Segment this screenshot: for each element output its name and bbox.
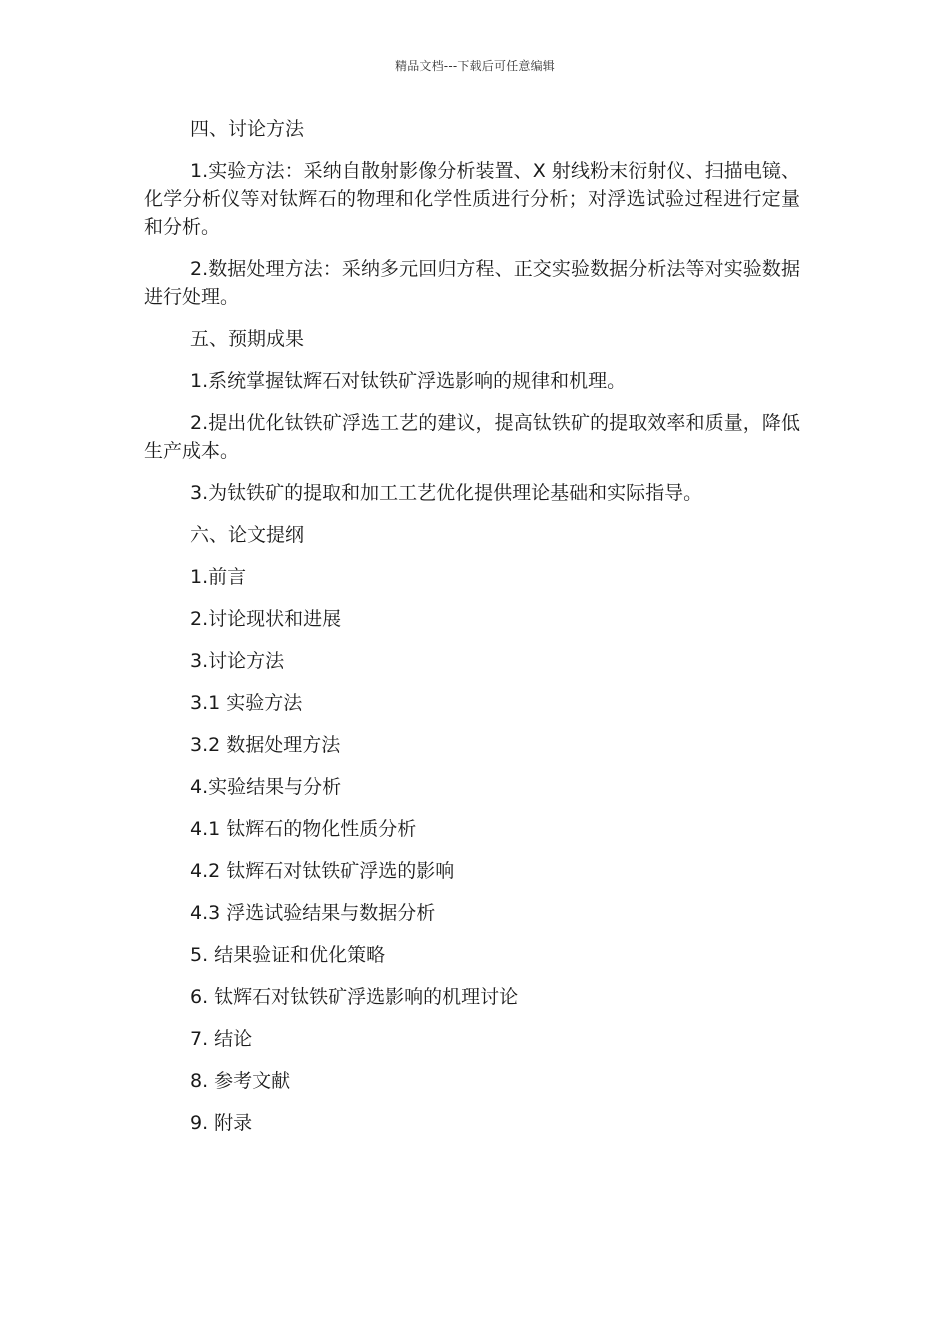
outline-item: 4.实验结果与分析 bbox=[190, 776, 342, 798]
outline-item: 7. 结论 bbox=[190, 1028, 253, 1050]
section-heading-expected-results: 五、预期成果 bbox=[190, 328, 305, 350]
page-header: 精品文档---下载后可任意编辑 bbox=[395, 59, 555, 73]
paragraph-data-processing: 2.数据处理方法：采纳多元回归方程、正交实验数据分析法等对实验数据进行处理。 bbox=[144, 258, 800, 308]
outline-item: 5. 结果验证和优化策略 bbox=[190, 944, 386, 966]
outline-item: 9. 附录 bbox=[190, 1112, 253, 1134]
outline-item: 8. 参考文献 bbox=[190, 1070, 291, 1092]
outline-item: 6. 钛辉石对钛铁矿浮选影响的机理讨论 bbox=[190, 986, 519, 1008]
paragraph-result-2: 2.提出优化钛铁矿浮选工艺的建议，提高钛铁矿的提取效率和质量，降低生产成本。 bbox=[144, 412, 800, 462]
outline-item: 3.2 数据处理方法 bbox=[190, 734, 341, 756]
outline-item: 1.前言 bbox=[190, 566, 247, 588]
document-body bbox=[144, 115, 800, 1151]
paragraph-result-3: 3.为钛铁矿的提取和加工工艺优化提供理论基础和实际指导。 bbox=[190, 482, 703, 504]
outline-item: 4.3 浮选试验结果与数据分析 bbox=[190, 902, 436, 924]
outline-item: 2.讨论现状和进展 bbox=[190, 608, 342, 630]
paragraph-experiment-method: 1.实验方法：采纳自散射影像分析装置、X 射线粉末衍射仪、扫描电镜、化学分析仪等对钛辉石的物理和化学性质进行分析；对浮选试验过程进行定量和分析。 bbox=[144, 160, 800, 238]
paragraph-result-1: 1.系统掌握钛辉石对钛铁矿浮选影响的规律和机理。 bbox=[190, 370, 627, 392]
section-heading-discussion-method: 四、讨论方法 bbox=[190, 118, 305, 140]
outline-item: 3.1 实验方法 bbox=[190, 692, 303, 714]
outline-item: 3.讨论方法 bbox=[190, 650, 285, 672]
outline-item: 4.2 钛辉石对钛铁矿浮选的影响 bbox=[190, 860, 455, 882]
outline-item: 4.1 钛辉石的物化性质分析 bbox=[190, 818, 417, 840]
section-heading-outline: 六、论文提纲 bbox=[190, 524, 305, 546]
